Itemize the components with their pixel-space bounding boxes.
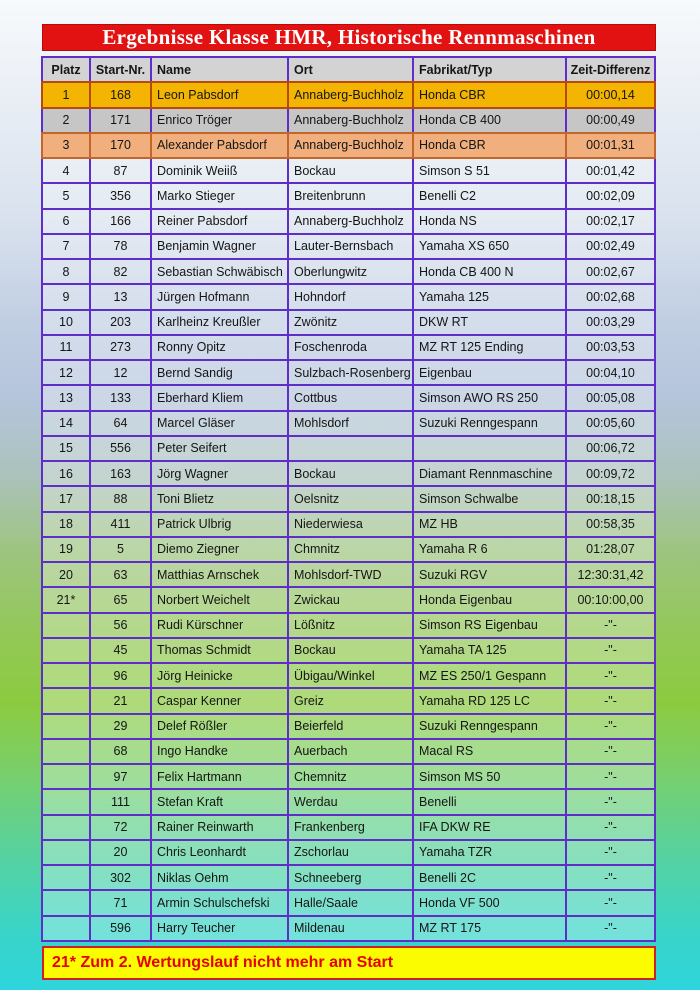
cell-fabrikat-typ: Yamaha TA 125	[412, 637, 565, 664]
cell-ort: Halle/Saale	[287, 889, 412, 916]
cell-start-nr: 168	[89, 81, 150, 108]
cell-platz: 6	[41, 208, 89, 235]
cell-name: Rainer Reinwarth	[150, 814, 287, 841]
cell-zeit-differenz: 00:01,31	[565, 132, 656, 159]
cell-zeit-differenz: 00:02,68	[565, 283, 656, 310]
table-row	[41, 182, 656, 209]
cell-platz	[41, 637, 89, 664]
cell-ort: Annaberg-Buchholz	[287, 81, 412, 108]
cell-start-nr: 21	[89, 687, 150, 714]
cell-platz	[41, 889, 89, 916]
cell-platz: 9	[41, 283, 89, 310]
cell-ort: Annaberg-Buchholz	[287, 132, 412, 159]
cell-name: Marko Stieger	[150, 182, 287, 209]
cell-platz	[41, 839, 89, 866]
cell-ort: Annaberg-Buchholz	[287, 107, 412, 134]
table-row	[41, 511, 656, 538]
cell-name: Jörg Wagner	[150, 460, 287, 487]
cell-start-nr: 13	[89, 283, 150, 310]
cell-start-nr: 166	[89, 208, 150, 235]
cell-name: Marcel Gläser	[150, 410, 287, 437]
cell-name: Eberhard Kliem	[150, 384, 287, 411]
cell-fabrikat-typ: Honda CBR	[412, 81, 565, 108]
cell-zeit-differenz: 12:30:31,42	[565, 561, 656, 588]
cell-ort: Mohlsdorf	[287, 410, 412, 437]
cell-ort: Niederwiesa	[287, 511, 412, 538]
cell-name: Thomas Schmidt	[150, 637, 287, 664]
cell-name: Felix Hartmann	[150, 763, 287, 790]
cell-fabrikat-typ: Macal RS	[412, 738, 565, 765]
table-row	[41, 384, 656, 411]
cell-start-nr: 82	[89, 258, 150, 285]
cell-platz: 17	[41, 485, 89, 512]
cell-start-nr: 5	[89, 536, 150, 563]
cell-platz: 2	[41, 107, 89, 134]
cell-fabrikat-typ: MZ HB	[412, 511, 565, 538]
cell-name: Karlheinz Kreußler	[150, 309, 287, 336]
cell-zeit-differenz: 00:00,14	[565, 81, 656, 108]
cell-zeit-differenz: 00:02,09	[565, 182, 656, 209]
cell-platz	[41, 915, 89, 942]
cell-ort: Schneeberg	[287, 864, 412, 891]
cell-zeit-differenz: 00:01,42	[565, 157, 656, 184]
cell-fabrikat-typ: Suzuki Renngespann	[412, 713, 565, 740]
cell-platz: 8	[41, 258, 89, 285]
cell-zeit-differenz: 00:02,17	[565, 208, 656, 235]
cell-platz: 5	[41, 182, 89, 209]
table-row	[41, 435, 656, 462]
cell-platz: 19	[41, 536, 89, 563]
cell-name: Toni Blietz	[150, 485, 287, 512]
cell-platz: 15	[41, 435, 89, 462]
cell-start-nr: 170	[89, 132, 150, 159]
cell-platz	[41, 788, 89, 815]
cell-fabrikat-typ: Diamant Rennmaschine	[412, 460, 565, 487]
cell-platz: 16	[41, 460, 89, 487]
cell-fabrikat-typ: Honda NS	[412, 208, 565, 235]
cell-platz: 14	[41, 410, 89, 437]
cell-platz: 11	[41, 334, 89, 361]
cell-ort: Bockau	[287, 460, 412, 487]
table-row	[41, 889, 656, 916]
cell-ort: Frankenberg	[287, 814, 412, 841]
cell-zeit-differenz: -"-	[565, 637, 656, 664]
header-cell-fabrikat-typ: Fabrikat/Typ	[412, 56, 565, 83]
cell-start-nr: 72	[89, 814, 150, 841]
table-row	[41, 915, 656, 942]
table-row	[41, 864, 656, 891]
cell-platz	[41, 612, 89, 639]
cell-start-nr: 97	[89, 763, 150, 790]
cell-start-nr: 29	[89, 713, 150, 740]
cell-name: Patrick Ulbrig	[150, 511, 287, 538]
cell-platz	[41, 864, 89, 891]
cell-start-nr: 65	[89, 586, 150, 613]
cell-start-nr: 203	[89, 309, 150, 336]
cell-ort: Lößnitz	[287, 612, 412, 639]
cell-fabrikat-typ: MZ RT 175	[412, 915, 565, 942]
cell-platz	[41, 662, 89, 689]
table-row	[41, 586, 656, 613]
cell-ort: Breitenbrunn	[287, 182, 412, 209]
cell-ort: Bockau	[287, 637, 412, 664]
table-row	[41, 713, 656, 740]
cell-fabrikat-typ: Benelli C2	[412, 182, 565, 209]
cell-start-nr: 411	[89, 511, 150, 538]
cell-zeit-differenz: -"-	[565, 814, 656, 841]
cell-platz	[41, 814, 89, 841]
cell-name: Leon Pabsdorf	[150, 81, 287, 108]
header-cell-platz: Platz	[41, 56, 89, 83]
cell-name: Ingo Handke	[150, 738, 287, 765]
cell-ort: Beierfeld	[287, 713, 412, 740]
cell-fabrikat-typ: Benelli	[412, 788, 565, 815]
cell-zeit-differenz: 00:04,10	[565, 359, 656, 386]
cell-zeit-differenz: 01:28,07	[565, 536, 656, 563]
cell-start-nr: 78	[89, 233, 150, 260]
cell-fabrikat-typ: MZ RT 125 Ending	[412, 334, 565, 361]
cell-zeit-differenz: -"-	[565, 864, 656, 891]
table-row	[41, 662, 656, 689]
cell-fabrikat-typ: Yamaha TZR	[412, 839, 565, 866]
table-row	[41, 283, 656, 310]
cell-name: Reiner Pabsdorf	[150, 208, 287, 235]
cell-fabrikat-typ: Honda CB 400 N	[412, 258, 565, 285]
cell-fabrikat-typ: Yamaha RD 125 LC	[412, 687, 565, 714]
cell-start-nr: 63	[89, 561, 150, 588]
cell-platz: 20	[41, 561, 89, 588]
cell-zeit-differenz: 00:18,15	[565, 485, 656, 512]
cell-ort	[287, 435, 412, 462]
cell-zeit-differenz: -"-	[565, 713, 656, 740]
cell-name: Niklas Oehm	[150, 864, 287, 891]
cell-zeit-differenz: 00:02,49	[565, 233, 656, 260]
cell-ort: Lauter-Bernsbach	[287, 233, 412, 260]
cell-start-nr: 71	[89, 889, 150, 916]
cell-ort: Sulzbach-Rosenberg	[287, 359, 412, 386]
table-row	[41, 309, 656, 336]
cell-fabrikat-typ: Honda CBR	[412, 132, 565, 159]
cell-ort: Zwickau	[287, 586, 412, 613]
table-row	[41, 612, 656, 639]
cell-zeit-differenz: 00:10:00,00	[565, 586, 656, 613]
cell-fabrikat-typ: Yamaha R 6	[412, 536, 565, 563]
cell-ort: Bockau	[287, 157, 412, 184]
cell-fabrikat-typ: MZ ES 250/1 Gespann	[412, 662, 565, 689]
results-table	[41, 56, 656, 942]
table-row	[41, 410, 656, 437]
table-row	[41, 788, 656, 815]
cell-fabrikat-typ: Suzuki RGV	[412, 561, 565, 588]
cell-name: Armin Schulschefski	[150, 889, 287, 916]
header-cell-zeit-differenz: Zeit-Differenz	[565, 56, 656, 83]
cell-zeit-differenz: -"-	[565, 687, 656, 714]
table-row	[41, 208, 656, 235]
table-row	[41, 485, 656, 512]
cell-ort: Greiz	[287, 687, 412, 714]
cell-ort: Cottbus	[287, 384, 412, 411]
table-row	[41, 738, 656, 765]
cell-name: Diemo Ziegner	[150, 536, 287, 563]
cell-start-nr: 133	[89, 384, 150, 411]
cell-zeit-differenz: -"-	[565, 788, 656, 815]
header-cell-ort: Ort	[287, 56, 412, 83]
table-row	[41, 359, 656, 386]
cell-platz: 1	[41, 81, 89, 108]
cell-start-nr: 96	[89, 662, 150, 689]
cell-platz: 21*	[41, 586, 89, 613]
header-cell-name: Name	[150, 56, 287, 83]
cell-start-nr: 171	[89, 107, 150, 134]
cell-fabrikat-typ: Simson Schwalbe	[412, 485, 565, 512]
cell-zeit-differenz: -"-	[565, 738, 656, 765]
cell-name: Peter Seifert	[150, 435, 287, 462]
cell-zeit-differenz: 00:03,53	[565, 334, 656, 361]
cell-ort: Foschenroda	[287, 334, 412, 361]
cell-name: Rudi Kürschner	[150, 612, 287, 639]
cell-platz: 4	[41, 157, 89, 184]
cell-fabrikat-typ: Yamaha XS 650	[412, 233, 565, 260]
cell-start-nr: 68	[89, 738, 150, 765]
cell-name: Bernd Sandig	[150, 359, 287, 386]
cell-platz	[41, 763, 89, 790]
footer-note: 21* Zum 2. Wertungslauf nicht mehr am Start	[42, 946, 656, 980]
cell-start-nr: 88	[89, 485, 150, 512]
header-row	[41, 56, 656, 83]
cell-name: Alexander Pabsdorf	[150, 132, 287, 159]
cell-platz: 3	[41, 132, 89, 159]
cell-start-nr: 111	[89, 788, 150, 815]
cell-start-nr: 12	[89, 359, 150, 386]
cell-zeit-differenz: -"-	[565, 839, 656, 866]
table-row	[41, 536, 656, 563]
cell-zeit-differenz: 00:02,67	[565, 258, 656, 285]
cell-platz	[41, 738, 89, 765]
cell-name: Delef Rößler	[150, 713, 287, 740]
cell-ort: Hohndorf	[287, 283, 412, 310]
cell-fabrikat-typ: Benelli 2C	[412, 864, 565, 891]
table-row	[41, 81, 656, 108]
table-row	[41, 763, 656, 790]
cell-name: Dominik Weiiß	[150, 157, 287, 184]
table-row	[41, 561, 656, 588]
cell-name: Jürgen Hofmann	[150, 283, 287, 310]
cell-zeit-differenz: -"-	[565, 612, 656, 639]
cell-ort: Zschorlau	[287, 839, 412, 866]
cell-ort: Mildenau	[287, 915, 412, 942]
cell-start-nr: 596	[89, 915, 150, 942]
cell-platz: 7	[41, 233, 89, 260]
cell-fabrikat-typ: Honda CB 400	[412, 107, 565, 134]
cell-ort: Auerbach	[287, 738, 412, 765]
table-row	[41, 839, 656, 866]
cell-name: Norbert Weichelt	[150, 586, 287, 613]
cell-fabrikat-typ: Simson RS Eigenbau	[412, 612, 565, 639]
table-row	[41, 687, 656, 714]
cell-ort: Mohlsdorf-TWD	[287, 561, 412, 588]
cell-start-nr: 556	[89, 435, 150, 462]
cell-name: Jörg Heinicke	[150, 662, 287, 689]
cell-zeit-differenz: -"-	[565, 915, 656, 942]
cell-platz	[41, 713, 89, 740]
cell-start-nr: 56	[89, 612, 150, 639]
cell-platz: 18	[41, 511, 89, 538]
cell-name: Harry Teucher	[150, 915, 287, 942]
cell-zeit-differenz: 00:58,35	[565, 511, 656, 538]
cell-fabrikat-typ: Simson S 51	[412, 157, 565, 184]
cell-start-nr: 87	[89, 157, 150, 184]
cell-ort: Übigau/Winkel	[287, 662, 412, 689]
cell-name: Enrico Tröger	[150, 107, 287, 134]
cell-ort: Werdau	[287, 788, 412, 815]
table-row	[41, 814, 656, 841]
cell-zeit-differenz: -"-	[565, 662, 656, 689]
cell-name: Benjamin Wagner	[150, 233, 287, 260]
cell-start-nr: 302	[89, 864, 150, 891]
cell-start-nr: 163	[89, 460, 150, 487]
cell-fabrikat-typ: Yamaha 125	[412, 283, 565, 310]
table-row	[41, 334, 656, 361]
cell-start-nr: 356	[89, 182, 150, 209]
cell-platz: 10	[41, 309, 89, 336]
cell-zeit-differenz: 00:03,29	[565, 309, 656, 336]
cell-zeit-differenz: 00:05,60	[565, 410, 656, 437]
cell-zeit-differenz: 00:00,49	[565, 107, 656, 134]
cell-name: Sebastian Schwäbisch	[150, 258, 287, 285]
cell-start-nr: 20	[89, 839, 150, 866]
table-row	[41, 107, 656, 134]
cell-fabrikat-typ: IFA DKW RE	[412, 814, 565, 841]
table-row	[41, 258, 656, 285]
cell-zeit-differenz: -"-	[565, 889, 656, 916]
cell-name: Stefan Kraft	[150, 788, 287, 815]
cell-fabrikat-typ: Simson MS 50	[412, 763, 565, 790]
cell-ort: Oberlungwitz	[287, 258, 412, 285]
title-banner: Ergebnisse Klasse HMR, Historische Rennmaschinen	[42, 24, 656, 51]
cell-fabrikat-typ: DKW RT	[412, 309, 565, 336]
cell-platz: 13	[41, 384, 89, 411]
cell-ort: Oelsnitz	[287, 485, 412, 512]
cell-platz	[41, 687, 89, 714]
cell-fabrikat-typ: Honda Eigenbau	[412, 586, 565, 613]
table-row	[41, 460, 656, 487]
cell-ort: Annaberg-Buchholz	[287, 208, 412, 235]
cell-name: Matthias Arnschek	[150, 561, 287, 588]
cell-start-nr: 45	[89, 637, 150, 664]
cell-fabrikat-typ: Eigenbau	[412, 359, 565, 386]
cell-platz: 12	[41, 359, 89, 386]
cell-zeit-differenz: 00:05,08	[565, 384, 656, 411]
cell-ort: Chemnitz	[287, 763, 412, 790]
cell-zeit-differenz: 00:06,72	[565, 435, 656, 462]
cell-zeit-differenz: 00:09,72	[565, 460, 656, 487]
cell-fabrikat-typ: Suzuki Renngespann	[412, 410, 565, 437]
cell-start-nr: 64	[89, 410, 150, 437]
cell-name: Caspar Kenner	[150, 687, 287, 714]
table-row	[41, 233, 656, 260]
cell-ort: Zwönitz	[287, 309, 412, 336]
cell-name: Ronny Opitz	[150, 334, 287, 361]
table-row	[41, 157, 656, 184]
cell-zeit-differenz: -"-	[565, 763, 656, 790]
cell-fabrikat-typ	[412, 435, 565, 462]
cell-fabrikat-typ: Simson AWO RS 250	[412, 384, 565, 411]
cell-name: Chris Leonhardt	[150, 839, 287, 866]
table-row	[41, 132, 656, 159]
cell-ort: Chmnitz	[287, 536, 412, 563]
cell-fabrikat-typ: Honda VF 500	[412, 889, 565, 916]
cell-start-nr: 273	[89, 334, 150, 361]
table-row	[41, 637, 656, 664]
header-cell-start-nr: Start-Nr.	[89, 56, 150, 83]
